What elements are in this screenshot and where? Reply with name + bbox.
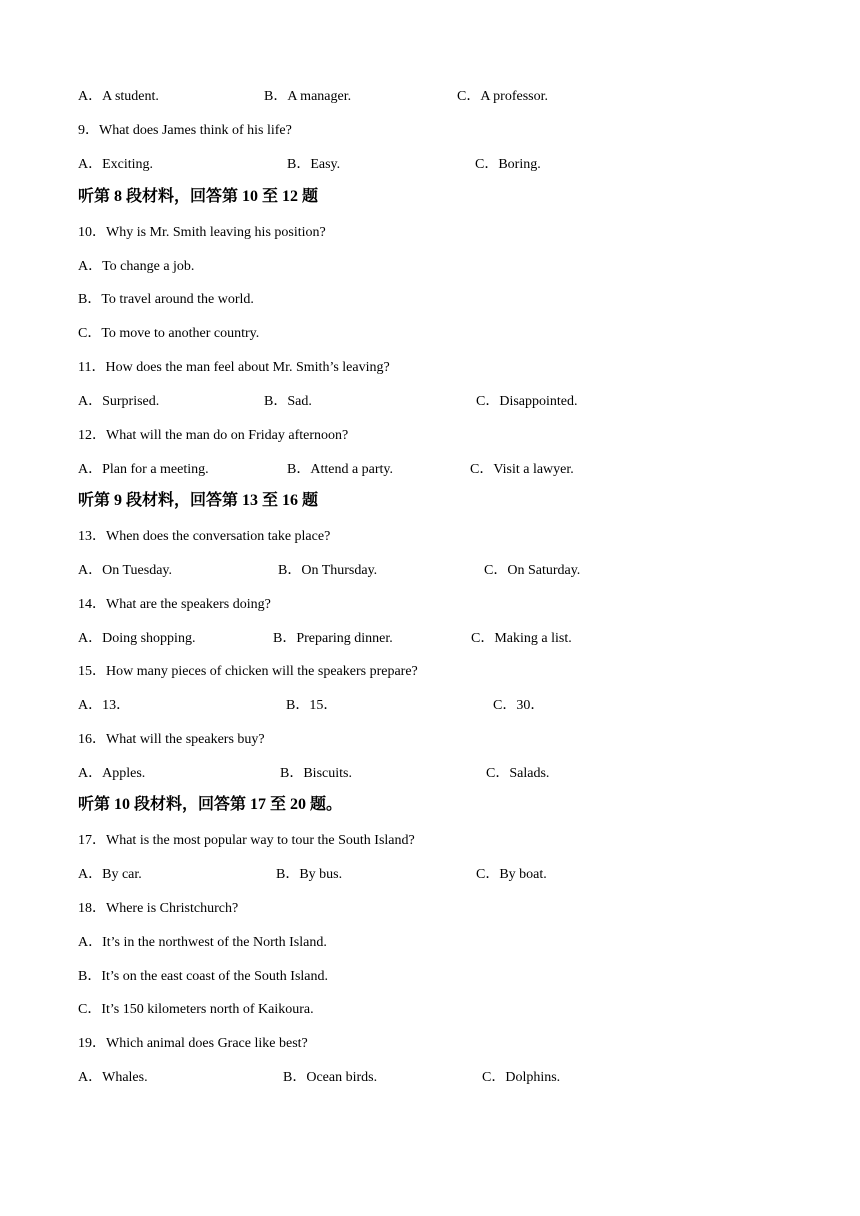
option-b: B．By bus. — [276, 867, 343, 882]
option-a: A．13． — [78, 698, 131, 713]
option-c: C．Disappointed. — [476, 394, 578, 409]
option-line: A．It’s in the northwest of the North Island. — [78, 935, 327, 950]
option-b: B．Ocean birds. — [283, 1070, 378, 1085]
options-row — [78, 630, 778, 648]
section-heading: 听第 8 段材料，回答第 10 至 12 题 — [78, 188, 319, 205]
option-c: C．By boat. — [476, 867, 547, 882]
options-row — [78, 1069, 778, 1087]
option-a: A．Doing shopping. — [78, 631, 196, 646]
option-c: C．Salads. — [486, 766, 550, 781]
option-a: A．Whales. — [78, 1070, 148, 1085]
question-text: 12．What will the man do on Friday afternoon? — [78, 428, 349, 443]
option-b: B．Easy. — [287, 157, 341, 172]
option-line: B．It’s on the east coast of the South Island. — [78, 969, 329, 984]
option-line: A．To change a job. — [78, 259, 195, 274]
option-b: B．Biscuits. — [280, 766, 352, 781]
option-a: A．Apples. — [78, 766, 146, 781]
option-b: B．Preparing dinner. — [273, 631, 393, 646]
option-a: A．Surprised. — [78, 394, 160, 409]
options-row — [78, 562, 778, 580]
options-row — [78, 461, 778, 479]
question-text: 17．What is the most popular way to tour the South Island? — [78, 833, 415, 848]
question-text: 9．What does James think of his life? — [78, 123, 292, 138]
options-row — [78, 156, 778, 174]
question-text: 13．When does the conversation take place? — [78, 529, 331, 544]
options-row — [78, 697, 778, 715]
section-heading: 听第 10 段材料，回答第 17 至 20 题。 — [78, 796, 343, 813]
options-row — [78, 88, 778, 106]
question-text: 10．Why is Mr. Smith leaving his position? — [78, 225, 326, 240]
question-text: 18．Where is Christchurch? — [78, 901, 239, 916]
option-c: C．Boring. — [475, 157, 541, 172]
question-text: 14．What are the speakers doing? — [78, 597, 271, 612]
option-a: A．Plan for a meeting. — [78, 462, 209, 477]
option-b: B．Sad. — [264, 394, 312, 409]
option-c: C．30． — [493, 698, 545, 713]
option-line: C．To move to another country. — [78, 326, 260, 341]
question-text: 15．How many pieces of chicken will the speakers prepare? — [78, 664, 418, 679]
options-row — [78, 866, 778, 884]
question-text: 16．What will the speakers buy? — [78, 732, 265, 747]
option-a: A．On Tuesday. — [78, 563, 172, 578]
option-b: B．A manager. — [264, 89, 352, 104]
option-line: B．To travel around the world. — [78, 292, 254, 307]
question-text: 19．Which animal does Grace like best? — [78, 1036, 308, 1051]
options-row — [78, 765, 778, 783]
option-b: B．15． — [286, 698, 338, 713]
option-b: B．On Thursday. — [278, 563, 378, 578]
option-b: B．Attend a party. — [287, 462, 394, 477]
question-text: 11．How does the man feel about Mr. Smith’s leaving? — [78, 360, 390, 375]
option-c: C．Visit a lawyer. — [470, 462, 574, 477]
options-row — [78, 393, 778, 411]
section-heading: 听第 9 段材料，回答第 13 至 16 题 — [78, 492, 319, 509]
option-a: A．Exciting. — [78, 157, 154, 172]
option-line: C．It’s 150 kilometers north of Kaikoura. — [78, 1002, 314, 1017]
option-c: C．On Saturday. — [484, 563, 581, 578]
option-a: A．A student. — [78, 89, 159, 104]
option-c: C．Making a list. — [471, 631, 572, 646]
option-c: C．Dolphins. — [482, 1070, 561, 1085]
option-a: A．By car. — [78, 867, 142, 882]
option-c: C．A professor. — [457, 89, 548, 104]
